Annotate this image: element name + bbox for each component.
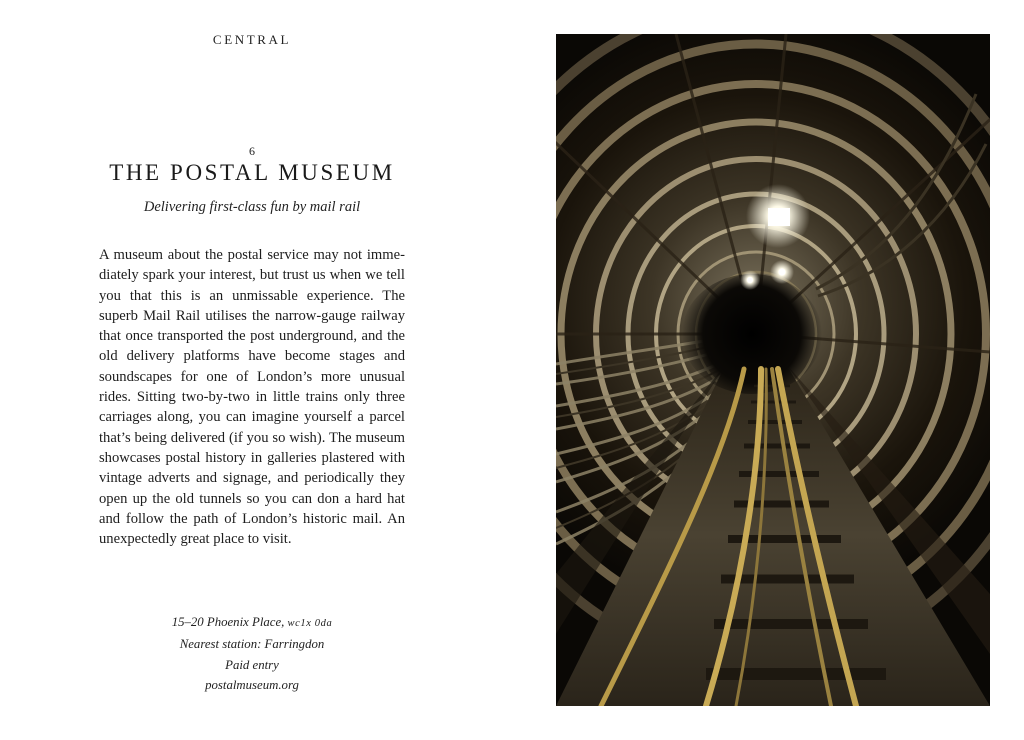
tunnel-photo — [556, 34, 990, 706]
address-line — [0, 612, 504, 634]
entry-number: 6 — [249, 144, 255, 158]
entry-price: Paid entry — [225, 657, 279, 672]
page-title: THE POSTAL MUSEUM — [109, 160, 395, 185]
postcode: wc1x 0da — [287, 618, 333, 629]
section-label: CENTRAL — [212, 32, 292, 47]
website: postalmuseum.org — [205, 677, 299, 692]
subtitle: Delivering first-class fun by mail rail — [143, 199, 361, 215]
nearest-station: Nearest station: Farringdon — [179, 637, 325, 652]
body-text: A museum about the postal service may not immediately spark your interest, but trust us when we tell you that this is an unmissable experience. The superb Mail Rail utilises the narrow-gauge railway that once transported the post underground, and the old delivery platforms have become stages and soundscapes for one of London’s more unusual rides. Sitting two-by-two in little trains only three carriages along, you can imagine yourself a parcel that’s being delivered (if you so wish). The museum showcases postal history in galleries plastered with vintage adverts and signage, and periodically they open up the old tunnels so you can don a hard hat and follow the path of London’s historic mail. An unexpectedly great place to visit. — [99, 247, 405, 548]
info-block — [0, 612, 504, 695]
address: 15–20 Phoenix Place, — [171, 615, 285, 629]
